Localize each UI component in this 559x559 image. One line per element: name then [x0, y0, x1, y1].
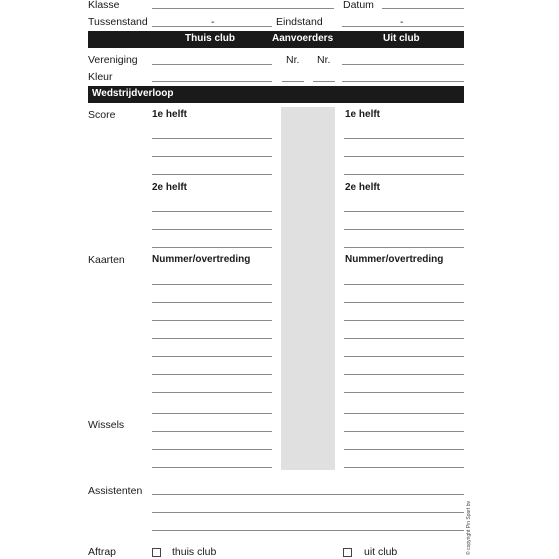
home-wissels-line[interactable]: [152, 431, 272, 432]
home-first-half-line[interactable]: [152, 174, 272, 175]
away-kaarten-line[interactable]: [344, 392, 464, 393]
score-label: Score: [88, 109, 116, 121]
away-second-half-heading: 2e helft: [345, 182, 381, 193]
team-header-bar: [88, 31, 464, 48]
thuis-club-heading: Thuis club: [185, 33, 235, 44]
home-first-half-heading: 1e helft: [152, 109, 188, 120]
away-first-half-line[interactable]: [344, 156, 464, 157]
vereniging-label: Vereniging: [88, 54, 138, 66]
home-second-half-line[interactable]: [152, 211, 272, 212]
nr-label-away: Nr.: [317, 54, 331, 66]
tussenstand-separator: -: [211, 16, 215, 28]
away-first-half-heading: 1e helft: [345, 109, 381, 120]
datum-field[interactable]: [382, 8, 464, 9]
home-second-half-heading: 2e helft: [152, 182, 188, 193]
home-second-half-line[interactable]: [152, 229, 272, 230]
kleur-away-field[interactable]: [342, 81, 464, 82]
captains-column: [281, 107, 335, 470]
kaarten-label: Kaarten: [88, 254, 125, 266]
home-kaarten-line[interactable]: [152, 284, 272, 285]
aftrap-home-checkbox[interactable]: [152, 548, 161, 557]
nr-home-field[interactable]: [282, 81, 304, 82]
away-kaarten-heading: Nummer/overtreding: [345, 254, 444, 265]
nr-label-home: Nr.: [286, 54, 300, 66]
copyright-notice: © copyright Pin Sport bv: [466, 501, 472, 555]
kleur-home-field[interactable]: [152, 81, 272, 82]
tussenstand-label: Tussenstand: [88, 16, 148, 28]
home-kaarten-line[interactable]: [152, 302, 272, 303]
wissels-label: Wissels: [88, 419, 125, 431]
assistenten-label: Assistenten: [88, 485, 143, 497]
aftrap-home-option: thuis club: [172, 546, 217, 558]
wedstrijdverloop-bar: [88, 86, 464, 103]
uit-club-heading: Uit club: [383, 33, 420, 44]
away-kaarten-line[interactable]: [344, 284, 464, 285]
away-kaarten-line[interactable]: [344, 374, 464, 375]
aftrap-away-checkbox[interactable]: [343, 548, 352, 557]
away-kaarten-line[interactable]: [344, 338, 464, 339]
home-kaarten-line[interactable]: [152, 320, 272, 321]
klasse-field[interactable]: [152, 8, 334, 9]
away-second-half-line[interactable]: [344, 229, 464, 230]
away-kaarten-line[interactable]: [344, 302, 464, 303]
kleur-label: Kleur: [88, 71, 113, 83]
assistenten-line[interactable]: [152, 530, 464, 531]
home-kaarten-line[interactable]: [152, 374, 272, 375]
nr-away-field[interactable]: [313, 81, 335, 82]
away-second-half-line[interactable]: [344, 247, 464, 248]
assistenten-line[interactable]: [152, 494, 464, 495]
vereniging-home-field[interactable]: [152, 64, 272, 65]
eindstand-label: Eindstand: [276, 16, 323, 28]
away-wissels-line[interactable]: [344, 467, 464, 468]
home-kaarten-line[interactable]: [152, 356, 272, 357]
home-first-half-line[interactable]: [152, 156, 272, 157]
wedstrijdverloop-heading: Wedstrijdverloop: [92, 88, 174, 99]
home-kaarten-heading: Nummer/overtreding: [152, 254, 251, 265]
away-first-half-line[interactable]: [344, 174, 464, 175]
home-wissels-line[interactable]: [152, 467, 272, 468]
vereniging-away-field[interactable]: [342, 64, 464, 65]
away-second-half-line[interactable]: [344, 211, 464, 212]
away-wissels-line[interactable]: [344, 449, 464, 450]
home-first-half-line[interactable]: [152, 138, 272, 139]
home-kaarten-line[interactable]: [152, 392, 272, 393]
aftrap-label: Aftrap: [88, 546, 117, 558]
aftrap-away-option: uit club: [364, 546, 398, 558]
away-kaarten-line[interactable]: [344, 356, 464, 357]
home-wissels-line[interactable]: [152, 449, 272, 450]
away-first-half-line[interactable]: [344, 138, 464, 139]
home-kaarten-line[interactable]: [152, 338, 272, 339]
assistenten-line[interactable]: [152, 512, 464, 513]
away-wissels-line[interactable]: [344, 413, 464, 414]
away-kaarten-line[interactable]: [344, 320, 464, 321]
eindstand-separator: -: [400, 16, 404, 28]
klasse-label: Klasse: [88, 0, 120, 11]
home-wissels-line[interactable]: [152, 413, 272, 414]
away-wissels-line[interactable]: [344, 431, 464, 432]
aanvoerders-heading: Aanvoerders: [272, 33, 334, 44]
home-second-half-line[interactable]: [152, 247, 272, 248]
datum-label: Datum: [343, 0, 374, 11]
